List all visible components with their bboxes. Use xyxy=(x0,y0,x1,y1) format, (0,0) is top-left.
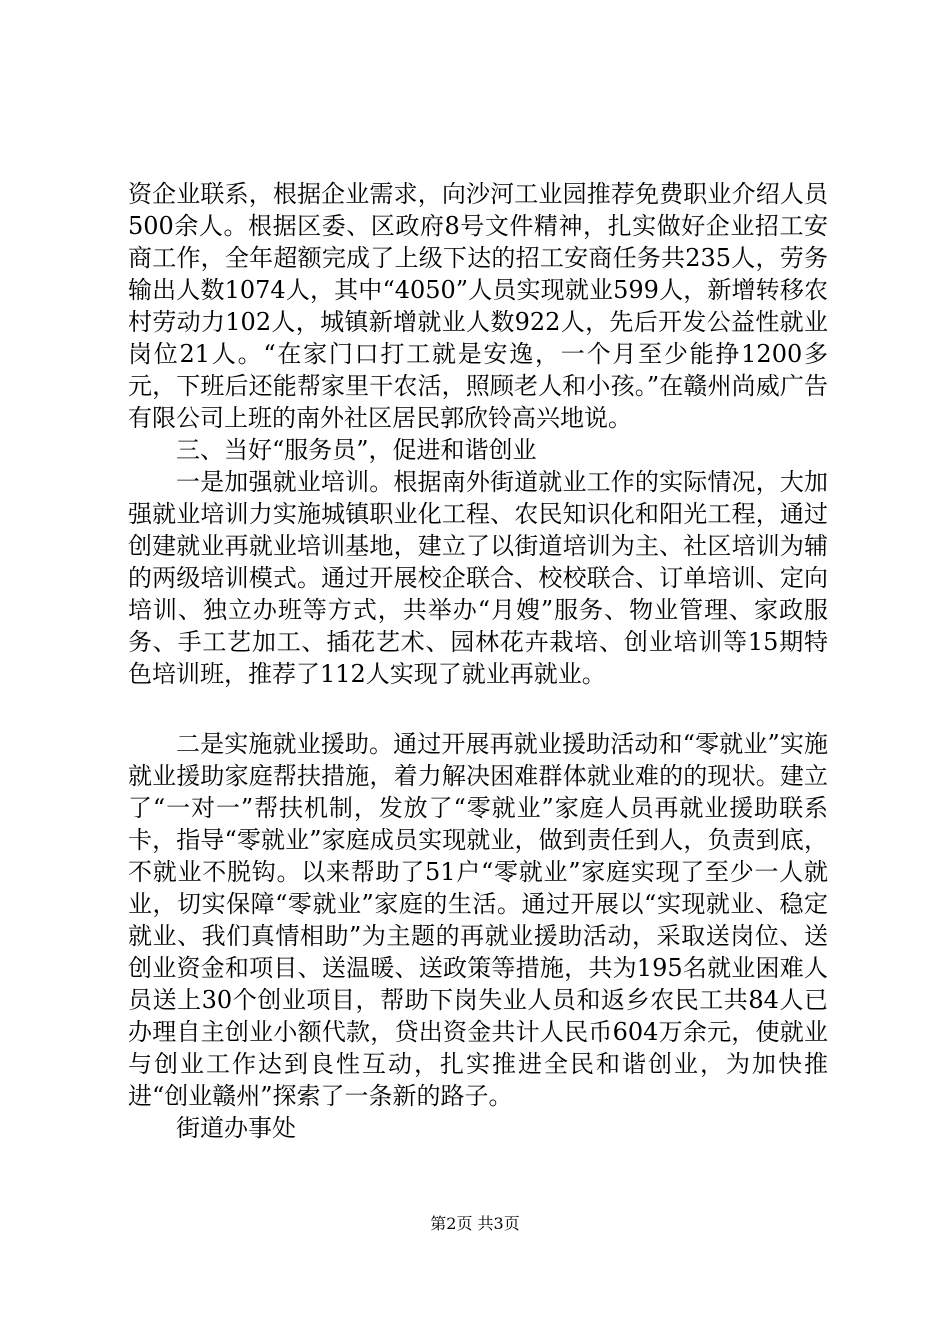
paragraph-assistance: 二是实施就业援助。通过开展再就业援助活动和“零就业”实施就业援助家庭帮扶措施，着力解决困难群体就业难的的现状。建立了“一对一”帮扶机制，发放了“零就业”家庭人员再就业援助联系卡，指导“零就业”家庭成员实现就业，做到责任到人，负责到底，不就业不脱钩。以来帮助了51户“零就业”家庭实现了至少一人就业，切实保障“零就业”家庭的生活。通过开展以“实现就业、稳定就业、我们真情相助”为主题的再就业援助活动，采取送岗位、送创业资金和项目、送温暖、送政策等措施，共为195名就业困难人员送上30个创业项目，帮助下岗失业人员和返乡农民工共84人已办理自主创业小额代款，贷出资金共计人民币604万余元，使就业与创业工作达到良性互动，扎实推进全民和谐创业，为加快推进“创业赣州”探索了一条新的路子。 xyxy=(128,730,828,1110)
document-body xyxy=(128,178,828,1144)
signature-office: 街道办事处 xyxy=(176,1114,296,1142)
paragraph-training: 一是加强就业培训。根据南外街道就业工作的实际情况，大加强就业培训力实施城镇职业化工程、农民知识化和阳光工程，通过创建就业再就业培训基地，建立了以街道培训为主、社区培训为辅的两级培训模式。通过开展校企联合、校校联合、订单培训、定向培训、独立办班等方式，共举办“月嫂”服务、物业管理、家政服务、手工艺加工、插花艺术、园林花卉栽培、创业培训等15期特色培训班，推荐了112人实现了就业再就业。 xyxy=(128,468,828,688)
section-heading: 三、当好“服务员”，促进和谐创业 xyxy=(176,436,537,464)
page-footer: 第2页 共3页 xyxy=(430,1214,520,1233)
blank-line xyxy=(128,690,828,728)
paragraph-continued: 资企业联系，根据企业需求，向沙河工业园推荐免费职业介绍人员500余人。根据区委、区政府8号文件精神，扎实做好企业招工安商工作，全年超额完成了上级下达的招工安商任务共235人，劳务输出人数1074人，其中“4050”人员实现就业599人，新增转移农村劳动力102人，城镇新增就业人数922人，先后开发公益性就业岗位21人。“在家门口打工就是安逸，一个月至少能挣1200多元，下班后还能帮家里干农活，照顾老人和小孩。”在赣州尚威广告有限公司上班的南外社区居民郭欣铃高兴地说。 xyxy=(128,180,828,432)
